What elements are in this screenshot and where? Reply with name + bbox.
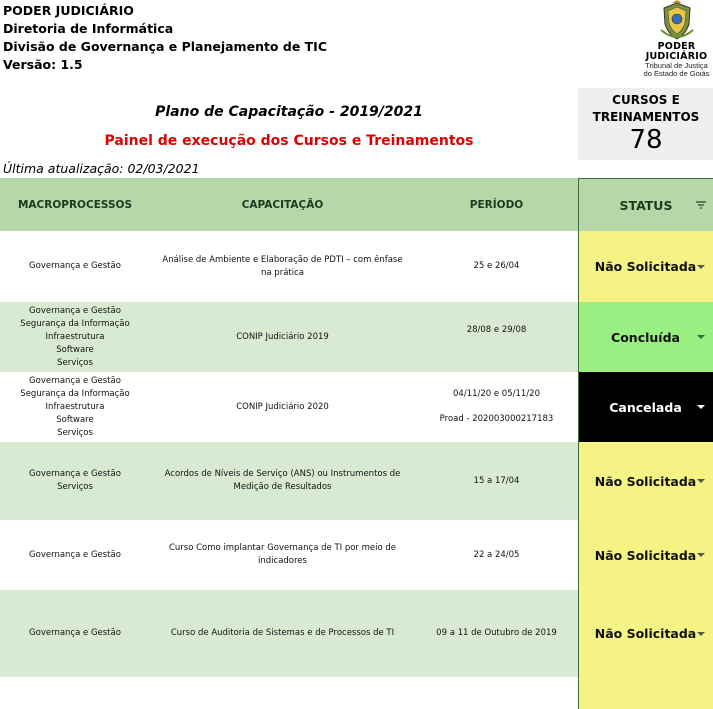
macro-item: Governança e Gestão <box>29 549 121 560</box>
status-dropdown[interactable] <box>578 442 713 520</box>
logo-sub-line2: do Estado de Goiás <box>643 69 710 78</box>
header-status[interactable] <box>578 178 713 231</box>
status-value: Cancelada <box>609 399 682 415</box>
cell-capacitacao: Curso de Auditoria de Sistemas e de Processos de TI <box>170 628 395 638</box>
cell-periodo <box>415 442 578 520</box>
proad-number: Proad - 202003000217183 <box>439 414 554 424</box>
filter-icon[interactable] <box>695 200 707 210</box>
cell-periodo <box>415 590 578 677</box>
table-row <box>0 372 578 442</box>
period-text: 22 a 24/05 <box>473 549 520 560</box>
period-text: 04/11/20 e 05/11/20 <box>453 389 540 399</box>
macro-item: Governança e Gestão <box>29 628 121 638</box>
header-macroprocessos: MACROPROCESSOS <box>17 198 133 211</box>
cell-macroprocessos <box>0 590 150 677</box>
logo-title-line1: PODER <box>657 41 696 52</box>
status-value: Não Solicitada <box>594 626 697 641</box>
cell-periodo <box>415 231 578 302</box>
status-value: Concluída <box>611 329 680 345</box>
cell-periodo <box>415 302 578 372</box>
status-column-border <box>578 178 579 709</box>
table-header <box>0 178 713 231</box>
status-value: Não Solicitada <box>594 473 697 489</box>
period-text: 25 e 26/04 <box>473 261 520 271</box>
macro-item: Software <box>56 344 94 355</box>
macro-item: Segurança da Informação <box>20 318 130 329</box>
cell-macroprocessos <box>0 442 150 520</box>
court-logo <box>640 0 713 80</box>
cell-capacitacao: Acordos de Níveis de Serviço (ANS) ou Instrumentos de Medição de Resultados <box>164 469 401 492</box>
status-column-tail <box>578 677 713 709</box>
header-periodo: PERÍODO <box>469 198 524 211</box>
table-row <box>0 302 578 372</box>
cell-macroprocessos <box>0 520 150 590</box>
coat-of-arms-icon <box>658 0 696 42</box>
period-text: 09 a 11 de Outubro de 2019 <box>436 628 557 638</box>
status-value: Não Solicitada <box>594 259 697 274</box>
counter-label-line2: TREINAMENTOS <box>592 110 700 124</box>
cell-macroprocessos <box>0 302 150 372</box>
macro-item: Infraestrutura <box>45 331 105 342</box>
cell-macroprocessos <box>0 231 150 302</box>
cell-capacitacao: CONIP Judiciário 2020 <box>236 401 329 412</box>
cell-capacitacao: CONIP Judiciário 2019 <box>236 331 329 342</box>
panel-title: Painel de execução dos Cursos e Treinamentos <box>104 133 474 149</box>
header-status-label: STATUS <box>619 197 673 213</box>
dropdown-caret-icon[interactable] <box>697 479 705 483</box>
dropdown-caret-icon[interactable] <box>697 265 705 269</box>
last-updated: Última atualização: 02/03/2021 <box>3 161 200 176</box>
dropdown-caret-icon[interactable] <box>697 632 705 636</box>
period-text: 28/08 e 29/08 <box>466 325 527 335</box>
status-value: Não Solicitada <box>594 547 697 563</box>
counter-value: 78 <box>629 125 663 155</box>
status-dropdown[interactable] <box>578 372 713 442</box>
version-label: Versão: 1.5 <box>3 57 83 72</box>
dropdown-caret-icon[interactable] <box>697 335 705 339</box>
macro-item: Software <box>56 414 94 425</box>
division-name: Divisão de Governança e Planejamento de TIC <box>3 39 328 54</box>
header-capacitacao: CAPACITAÇÃO <box>241 198 324 211</box>
courses-counter <box>578 88 713 160</box>
counter-label-line1: CURSOS E <box>612 93 680 107</box>
status-dropdown[interactable] <box>578 231 713 302</box>
directorate-name: Diretoria de Informática <box>3 21 174 36</box>
macro-item: Segurança da Informação <box>20 388 130 399</box>
org-name: PODER JUDICIÁRIO <box>3 3 134 18</box>
period-text: 15 a 17/04 <box>473 475 520 486</box>
cell-periodo <box>415 520 578 590</box>
cell-macroprocessos <box>0 372 150 442</box>
org-header <box>3 2 327 74</box>
status-dropdown[interactable] <box>578 302 713 372</box>
table-row <box>0 442 578 520</box>
logo-title-line2: JUDICIÁRIO <box>645 51 708 62</box>
macro-item: Governança e Gestão <box>29 375 121 386</box>
macro-item: Serviços <box>57 427 93 438</box>
table-row <box>0 590 578 677</box>
macro-item: Serviços <box>57 357 93 368</box>
macro-item: Governança e Gestão <box>29 469 121 479</box>
status-dropdown[interactable] <box>578 590 713 677</box>
macro-item: Governança e Gestão <box>29 261 121 271</box>
dropdown-caret-icon[interactable] <box>697 553 705 557</box>
macro-item: Governança e Gestão <box>29 305 121 316</box>
status-dropdown[interactable] <box>578 520 713 590</box>
table-row <box>0 520 578 590</box>
macro-item: Infraestrutura <box>45 401 105 412</box>
logo-sub-line1: Tribunal de Justiça <box>645 61 708 70</box>
dropdown-caret-icon[interactable] <box>697 405 705 409</box>
macro-item: Serviços <box>57 482 93 492</box>
cell-capacitacao: Análise de Ambiente e Elaboração de PDTI – com ênfase na prática <box>162 254 403 278</box>
cell-periodo <box>415 372 578 442</box>
table-row <box>0 231 578 302</box>
plan-title: Plano de Capacitação - 2019/2021 <box>155 104 423 120</box>
cell-capacitacao: Curso Como implantar Governança de TI por meio de indicadores <box>168 543 397 566</box>
